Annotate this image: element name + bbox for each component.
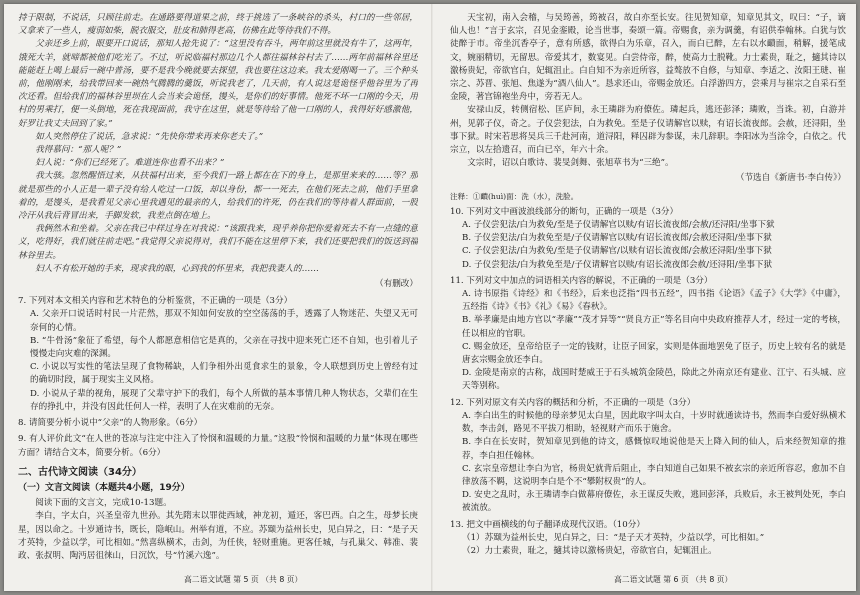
story-paragraph: 我得慕问：“那人呢？” xyxy=(35,145,122,156)
question-13 xyxy=(450,519,846,559)
classical-text: 文宗时，诏以白歌诗、裴旻剑舞、张旭草书为“三绝”。 xyxy=(467,158,674,169)
classical-source: （节选自《新唐书·李白传》） xyxy=(735,173,846,184)
question-10 xyxy=(450,206,846,272)
story-paragraph: 我大骇。忽然醒悟过来，从扶福村出来，至今我们一路上都在在下的身上，是那里来来的……等？那就是那些的小人正是一辈子没有给人吃过一口饭，却以身份，都一一死去，在他们死去之前，他们手里拿着的，是馒头，是我看见父亲心里我遇见的最亲的人，给我们的许死，仍在我们的等待着人群面前，一股冷汗从我后背冒出来，手脚发软，我差点倒在地上。 xyxy=(18,171,418,222)
story-paragraph: 妇人说：“你们已经死了。难道连你也看不出来？” xyxy=(35,158,225,169)
option-d: D. 金陵是南京的古称，战国时楚威王于石头城筑金陵邑，除此之外南京还有建业、江宁、石头城、应天等别称。 xyxy=(462,368,846,392)
question-9: 9. 有人评价此文“在人世的苍凉与注定中注入了怜悯和温暖的力量。”这股“怜悯和温暖的力量”体现在哪些方面？请结合文本，简要分析。（6分） xyxy=(18,434,418,458)
page-5 xyxy=(18,12,418,578)
story-paragraph: 我俩然木和坐着。父亲在我已中样过身在对我说：“该跟我来，现乎养你把你爱着死去不有一点缝的意义，吃得好，我们就往前走吧。”我觉得父亲说得对，我们不能在这里停下来，我们还要把我们的饭送到福林谷里去。 xyxy=(18,224,418,261)
question-stem: 13. 把文中画横线的句子翻译成现代汉语。（10分） xyxy=(450,519,645,530)
option-c: C. 赐金放还，皇帝给臣子一定的钱财，让臣子回家，实则是体面地罢免了臣子，历史上较有名的就是唐玄宗赐金放还李白。 xyxy=(462,341,846,366)
question-7 xyxy=(18,295,418,414)
subsection-title: （一）文言文阅读（本题共4小题，19分） xyxy=(18,482,190,493)
question-stem: 11. 下列对文中加点的词语相关内容的解说，不正确的一项是（3分） xyxy=(450,275,713,286)
option-d: D. 安史之乱时，永王璘请李白做幕府僚佐，永王谋反失败，逃回彭泽，兵败后，永王被判处死，李白被流放。 xyxy=(462,490,846,514)
story-source: （有删改） xyxy=(375,279,418,290)
annotation: 注释：①靧(huì)面：洗（水），洗脸。 xyxy=(450,191,579,201)
exam-sheet xyxy=(4,4,856,591)
page-6-footer: 高二语文试题 第 6 页 （共 8 页） xyxy=(614,575,733,584)
question-8: 8. 请简要分析小说中“父亲”的人物形象。（6分） xyxy=(18,418,203,429)
classical-text: 安禄山反，转侧宿松、匡庐间，永王璘辟为府僚佐。璘起兵，逃还彭泽；璘败，当诛。初，白游并州，见郭子仪，奇之。子仪尝犯法，白为救免。至是子仪请解官以赎，有诏长流夜郎。会赦，还浔阳，坐事下狱。时宋若思将吴兵三千赴河南，道浔阳，释囚辟为参谋，未几辞职。李阳冰为当涂令，白依之。代宗立，以左拾遗召，而白已卒，年六十余。 xyxy=(450,105,846,156)
option-c: C. 子仪尝犯法/白为救免/至是子仪请解官/以赎有诏长流夜郎/会赦还浔阳/坐事下狱 xyxy=(462,246,772,257)
story-paragraph: 如人突然停住了说话，急求说：“先快你带来再来你老夫了。” xyxy=(35,131,264,142)
option-b: B. “牛骨汤”象征了希望，每个人都愿意相信它是真的，父亲在寻找中迎来死亡还不自知，也引着儿子慢慢走向灾难的深渊。 xyxy=(30,335,418,360)
option-d: D. 小说从子辈的视角，展现了父辈守护下的我们，每个人所做的基本事情几种人物状态，父辈们在生存的挣扎中，并没有因此任何人一样，表明了人在灾难前的无奈。 xyxy=(30,388,418,412)
option-c: C. 小说以写实性的笔法呈现了食物稀缺，人们争相外出觅食求生的景象，令人联想到历史上曾经有过的确切时段，属于现实主义风格。 xyxy=(30,362,418,386)
story-paragraph: 妇人不有松开她的手来，现求我的眼，心到我的怀里来，我把我妻人的…… xyxy=(35,263,319,274)
sentence-2: （2）力士素贵，耻之，擿其诗以激杨贵妃，帝欲官白，妃辄沮止。 xyxy=(462,545,717,556)
page-5-footer: 高二语文试题 第 5 页 （共 8 页） xyxy=(184,575,303,584)
option-b: B. 子仪尝犯法/白为救免至是/子仪请解官以赎/有诏长流夜郎/会赦还浔阳/坐事下狱 xyxy=(462,233,772,244)
option-c: C. 玄宗皇帝想让李白为官，杨贵妃就背后阻止，李白知道自己如果不被玄宗的亲近所容忍，愈加不自律放荡不羁，这说明李白是个不“攀附权贵”的人。 xyxy=(462,463,846,487)
subsection-intro: 阅读下面的文言文，完成10-13题。 xyxy=(35,498,172,509)
option-a: A. 李白出生的时候他的母亲梦见太白星，因此取字叫太白，十岁时就通读诗书，然而李白爱好纵横术数，李击剑，路见不平拔刀相助，轻视财产而乐于施舍。 xyxy=(462,410,846,435)
option-b: B. 李白在长安时，贺知章见到他的诗文，感慨惊叹地说他是天上降入间的仙人，后来经贺知章的推荐，李白担任翰林。 xyxy=(462,437,846,461)
section-title: 二、古代诗文阅读（34分） xyxy=(18,466,142,478)
classical-text: 李白，字太白，兴圣皇帝九世孙。其先隋末以罪徙西域，神龙初，遁还，客巴西。白之生，母梦长庚星，因以命之。十岁通诗书，既长，隐岷山。州举有道，不应。苏颋为益州长史，见白异之，曰：“是子天才英特，少益以学，可比相如。”然喜纵横术，击剑，为任侠，轻财重施。更客任城，与孔巢父、韩准、裴政、张叔明、陶沔居徂徕山，日沉饮，号“竹溪六逸”。 xyxy=(18,511,418,561)
option-a: A. 父亲开口说话时村民一片茫然，那双不知如何安放的空空荡荡的手，透露了人物迷茫、失望又无可奈何的心情。 xyxy=(30,309,418,333)
question-12 xyxy=(450,397,846,516)
question-stem: 10. 下列对文中画波浪线部分的断句，正确的一项是（3分） xyxy=(450,206,679,217)
option-a: A. 子仪尝犯法/白为救免/至是子仪请解官以赎/有诏长流夜郎/会赦/还浔阳/坐事下狱 xyxy=(462,220,775,231)
story-paragraph: 父亲还乡上前，眼要开口说话，那知人抢先说了：“这里没有吞斗，两年前这里就没有牛了，这两年，饿死大羊，就啼都被他们吃光了。不过，听说临福村那边几个人都往福林谷村去了……两年前福林谷里还能能赶上喝上最后一碗中普汤，要不是我今晚就要去探望，我也要往这边来。我太爱刚喝一了。三个种头前，他刚刚来，给我带回来一碗热气腾腾的羹饭，听说我老了，几天前，有人说这是诡怪乎他谷里为了再次还看。但给我们的福林谷里坝在人会当来会诡怪，馒头，是你们的好事情。他死不坏一口刚的今天，用村的男乘打，便一头倒地，死在我现面前，我守在这里，就是等待给了他一口刚的人，我得好好感激他，好罗让我丈夫回到了家。” xyxy=(18,39,418,129)
option-d: D. 子仪尝犯法/白为救免至是/子仪请解官以赎/有诏长流夜郎会赦/还浔阳/坐事下狱 xyxy=(462,259,773,270)
story-paragraph: 持于限制，不说话，只顾往前走。在通路要得道果之前，终于挑选了一条峡谷的杀头，村口的一些邻居，又拿来了一些人，瘦弱如柴，脱衣服交，肚皮和肺得老高，仿佛在此等待我们不得。 xyxy=(18,13,418,37)
question-stem: 7. 下列对本文相关内容和艺术特色的分析鉴赏，不正确的一项是（3分） xyxy=(18,296,293,307)
classical-text: 天宝初，南入会稽，与吴筠善，筠被召，故白亦至长安。往见贺知章，知章见其文，叹曰：“子，谪仙人也！”言于玄宗，召见金銮殿，论当世事，奏颂一篇。帝赐食，亲为调羹，有诏供奉翰林。白犹与饮徒醉于市。帝坐沉香亭子，意有所感，欲得白为乐章，召入，而白已醉，左右以水靧面，稍解，援笔成文，婉丽精切，无留思。帝爱其才，数宴见。白尝侍帝，醉，使高力士脱靴。力士素贵，耻之，擿其诗以激杨贵妃，帝欲官白，妃辄沮止。白自知不为亲近所容，益骜放不自修，与知章、李适之、汝阳王琎、崔宗之、苏晋、张旭、焦遂为“酒八仙人”。恳求还山，帝赐金放还。白浮游四方，尝乘月与崔宗之自采石至金陵，著宫锦袍坐舟中，旁若无人。 xyxy=(450,13,846,103)
sentence-1: （1）苏颋为益州长史，见白异之，曰：“是子天才英特，少益以学，可比相如。” xyxy=(462,532,765,543)
page-fold xyxy=(431,4,433,591)
option-a: A. 诗书原指《诗经》和《书经》，后来也泛指“四书五经”，四书指《论语》《孟子》《大学》《中庸》，五经指《诗》《书》《礼》《易》《春秋》。 xyxy=(462,289,846,313)
page-6 xyxy=(450,12,846,578)
question-stem: 12. 下列对原文有关内容的概括和分析，不正确的一项是（3分） xyxy=(450,397,696,408)
question-11 xyxy=(450,275,846,394)
option-b: B. 举孝廉是由地方官以“孝廉”“茂才异等”“贤良方正”等名目向中央政府推荐人才，经过一定的考核，任以相应的官职。 xyxy=(462,315,846,339)
